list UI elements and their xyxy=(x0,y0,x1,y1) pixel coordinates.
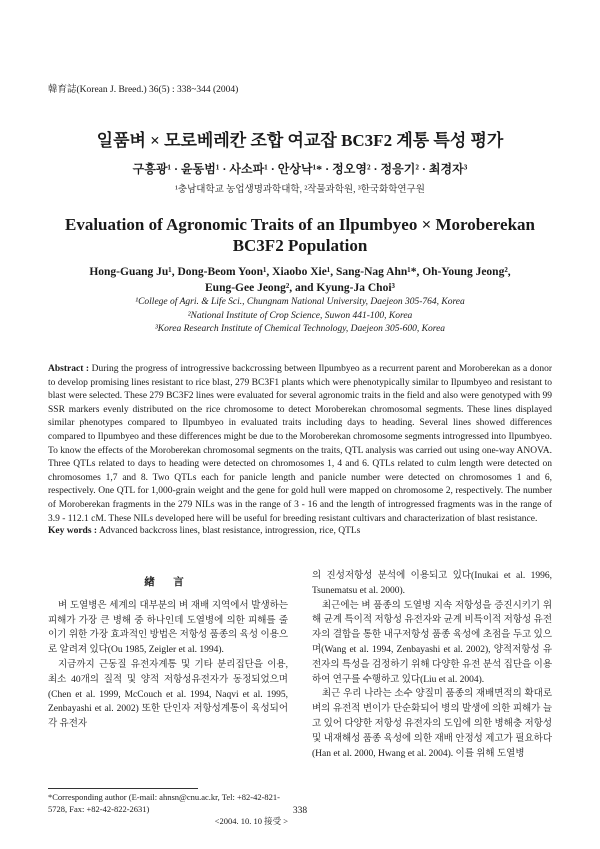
keywords-label: Key words : xyxy=(48,526,98,536)
english-authors xyxy=(60,264,540,296)
footnote-rule xyxy=(48,788,198,789)
page-number: 338 xyxy=(292,806,308,816)
paragraph: 벼 도열병은 세계의 대부분의 벼 재배 지역에서 발생하는 피해가 가장 큰 병해 중 하나인데 도열병에 의한 피해를 줄이기 위한 가장 효과적인 방법은 저항성 품종의 육성 이용으로 알려져 있다(Ou 1985, Zeigler et al. 1994). xyxy=(48,600,288,656)
abstract xyxy=(48,363,552,526)
body-right-column xyxy=(312,569,552,761)
english-affiliations xyxy=(60,296,540,337)
english-authors-line1: Hong-Guang Ju¹, Dong-Beom Yoon¹, Xiaobo Xie¹, Sang-Nag Ahn¹*, Oh-Young Jeong², xyxy=(89,266,511,278)
korean-affiliations: ¹충남대학교 농업생명과학대학, ²작물과학원, ³한국화학연구원 xyxy=(175,185,425,195)
paragraph: 최근에는 벼 품종의 도열병 지속 저항성을 증진시키기 위해 균계 특이적 저항성 유전자와 균계 비특이적 저항성 유전자의 결합을 통한 내구저항성 품종 육성에 초점을 두고 있으며(Wang et al. 1994, Zenbayashi et al. 2002), 양적저항성 유전자의 특성을 검정하기 위해 다양한 유전 분석 집단을 이용하여 연구를 수행하고 있다(Liu et al. 2004). xyxy=(312,600,552,685)
journal-citation: 韓育誌(Korean J. Breed.) 36(5) : 338~344 (2004) xyxy=(48,85,239,95)
korean-authors: 구흥광¹ · 윤동범¹ · 사소파¹ · 안상낙¹* · 정오영² · 정응기² · 최경자³ xyxy=(132,162,468,176)
body-left-column xyxy=(48,576,288,732)
affiliation-1: ¹College of Agri. & Life Sci., Chungnam National University, Daejeon 305-764, Korea xyxy=(135,297,465,307)
english-title xyxy=(60,214,540,256)
affiliation-3: ³Korea Research Institute of Chemical Technology, Daejeon 305-600, Korea xyxy=(154,324,446,334)
paragraph: 최근 우리 나라는 소수 양질미 품종의 재배면적의 확대로 벼의 유전적 변이가 단순화되어 병의 발생에 의한 피해가 늘고 있어 다양한 저항성 유전자의 도입에 의한 병해충 저항성 및 내재해성 품종 육성에 의한 재배 안정성 제고가 필요하다(Han et al. 2000, Hwang et al. 2004). 이를 위해 도열병 xyxy=(312,689,552,759)
affiliation-2: ²National Institute of Crop Science, Suwon 441-100, Korea xyxy=(187,310,413,321)
abstract-text: During the progress of introgressive backcrossing between Ilpumbyeo as a recurrent parent and Moroberekan as a donor to develop promising lines resistant to rice blast, 279 BC3F1 plants which were phenotypically similar to Ilpumbyeo and resistant to blast were selected. These 279 BC3F2 lines were evaluated for several agronomic traits in the field and also were genotyped with 99 SSR markers evenly distributed on the rice chromosome to detect Moroberekan chromosomal segments. These lines displayed similar phenotypes compared to Ilpumbyeo in evaluated traits including days to heading. Several lines showed differences compared to Ilpumbyeo and these differences might be due to the Moroberekan chromosome segments introgressed into Ilpumbyeo. To know the effects of the Moroberekan chromosomal segments on the traits, QTL analysis was carried out using one-way ANOVA. Three QTLs related to days to heading were detected on chromosomes 1, 4 and 6. QTLs related to culm length were detected on chromosomes 1,7 and 8. Two QTLs each for panicle length and panicle number were detected on chromosomes 1 and 6, respectively. One QTL for 1,000-grain weight and the gene for gold hull were mapped on chromosome 2, respectively. The number of Moroberekan fragments in the 279 NILs was in the range of 3 - 16 and the length of introgressed fragments was in the range of 3.9 - 112.1 cM. These NILs developed here will be useful for breeding resistant cultivars and characterization of blast resistance. xyxy=(48,364,552,524)
english-authors-line2: Eung-Gee Jeong², and Kyung-Ja Choi³ xyxy=(205,282,395,294)
korean-title: 일품벼 × 모로베레칸 조합 여교잡 BC3F2 계통 특성 평가 xyxy=(96,131,504,150)
english-title-line1: Evaluation of Agronomic Traits of an Ilpumbyeo × Moroberekan xyxy=(65,215,535,234)
received-date: <2004. 10. 10 接受 > xyxy=(214,816,288,826)
keywords-text: Advanced backcross lines, blast resistance, introgression, rice, QTLs xyxy=(98,526,361,536)
keywords xyxy=(48,526,552,536)
abstract-label: Abstract : xyxy=(48,364,90,374)
paragraph: 지금까지 근동질 유전자계통 및 기타 분리집단을 이용, 최소 40개의 질적 및 양적 저항성유전자가 동정되었으며(Chen et al. 1999, McCouch et al. 1994, Naqvi et al. 1995, Zenbayashi et al. 2002) 또한 단인자 저항성계통이 육성되어 각 유전자 xyxy=(48,659,288,730)
english-title-line2: BC3F2 Population xyxy=(232,236,368,255)
section-heading: 緖 言 xyxy=(144,577,192,588)
corresponding-author: *Corresponding author (E-mail: ahnsn@cnu.ac.kr, Tel: +82-42-821-5728, Fax: +82-42-822-2631) xyxy=(48,792,281,814)
paragraph: 의 진성저항성 분석에 이용되고 있다(Inukai et al. 1996, Tsunematsu et al. 2000). xyxy=(312,571,552,596)
